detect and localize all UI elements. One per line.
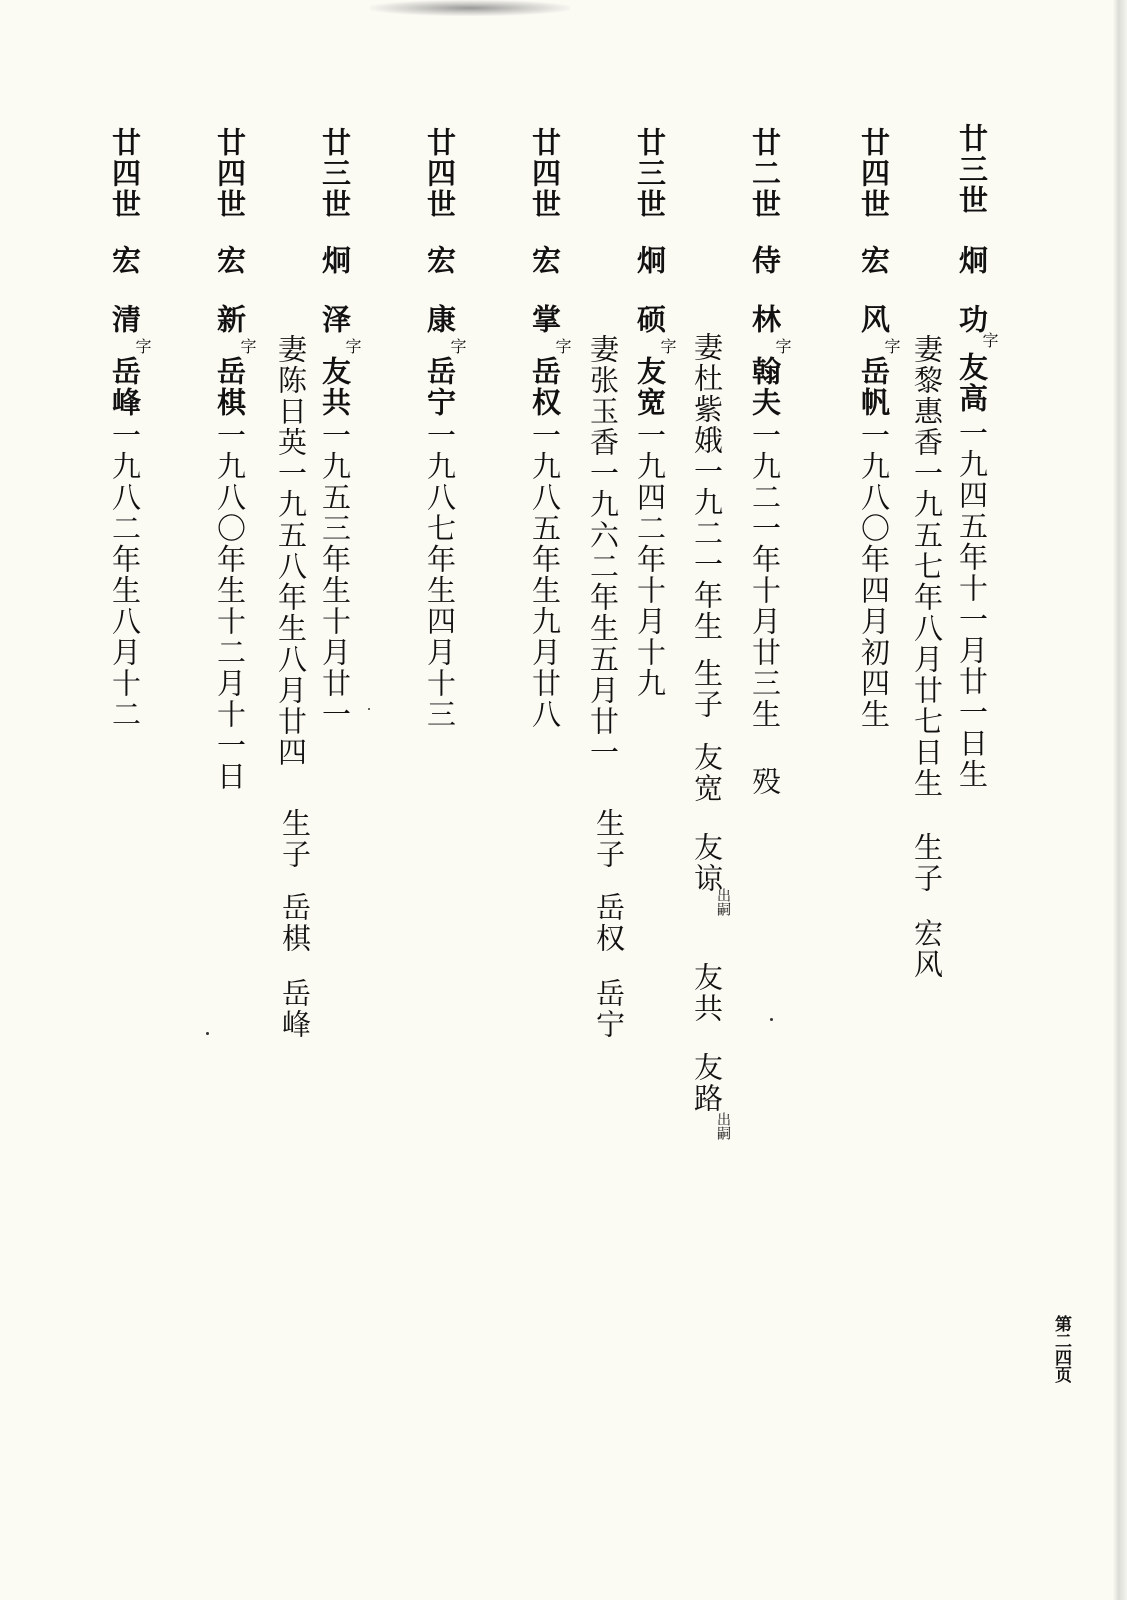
wife-entry-4: 妻张玉香一九六二年生五月廿一 bbox=[586, 334, 620, 768]
given-name: 康 bbox=[423, 304, 457, 335]
child-name: 岳棋 bbox=[278, 892, 312, 954]
generation-char: 炯 bbox=[318, 245, 352, 276]
children-label-7: 生子 bbox=[278, 808, 312, 870]
generation-char: 宏 bbox=[857, 245, 891, 276]
given-name: 风 bbox=[857, 304, 891, 335]
generation-label: 廿三世 bbox=[318, 127, 352, 220]
zi-marker: 字 bbox=[238, 338, 257, 354]
birth-date: 一九四二年十月十九 bbox=[633, 420, 667, 699]
courtesy-name: 友高 bbox=[955, 352, 989, 414]
courtesy-name: 岳权 bbox=[528, 356, 562, 418]
generation-label: 廿二世 bbox=[748, 127, 782, 220]
child-name: 友路 bbox=[690, 1052, 724, 1114]
entry-4-youkuan bbox=[620, 0, 680, 1600]
birth-date: 一九五三年生十月廿一 bbox=[318, 420, 352, 730]
generation-label: 廿四世 bbox=[423, 127, 457, 220]
zi-marker: 字 bbox=[773, 338, 792, 354]
entry-7-yougong bbox=[305, 0, 365, 1600]
generation-label: 廿四世 bbox=[528, 127, 562, 220]
zi-marker: 字 bbox=[658, 338, 677, 354]
birth-date: 一九二一年十月廿三生 bbox=[748, 420, 782, 730]
generation-char: 侍 bbox=[748, 245, 782, 276]
wife-entry-7: 妻陈日英一九五八年生八月廿四 bbox=[274, 334, 308, 768]
given-name: 清 bbox=[108, 304, 142, 335]
courtesy-name: 岳棋 bbox=[213, 356, 247, 418]
child-name: 岳峰 bbox=[278, 978, 312, 1040]
zi-marker: 字 bbox=[980, 332, 999, 348]
page-edge-shadow bbox=[1113, 0, 1127, 1600]
generation-label: 廿三世 bbox=[633, 127, 667, 220]
child-name: 友宽 bbox=[690, 742, 724, 804]
generation-label: 廿四世 bbox=[213, 127, 247, 220]
generation-char: 宏 bbox=[213, 245, 247, 276]
entry-9-yuefeng bbox=[95, 0, 155, 1600]
courtesy-name: 岳峰 bbox=[108, 356, 142, 418]
generation-char: 炯 bbox=[955, 245, 989, 276]
generation-label: 廿三世 bbox=[955, 123, 989, 216]
generation-char: 宏 bbox=[423, 245, 457, 276]
zi-marker: 字 bbox=[882, 338, 901, 354]
generation-char: 宏 bbox=[108, 245, 142, 276]
entry-2-hongfeng bbox=[845, 0, 905, 1600]
entry-5-yuequan bbox=[515, 0, 575, 1600]
courtesy-name: 翰夫 bbox=[748, 356, 782, 418]
entry-6-yuening bbox=[410, 0, 470, 1600]
entry-8-yueqi bbox=[200, 0, 260, 1600]
children-label-4: 生子 bbox=[592, 808, 626, 870]
children-label-1: 生子 bbox=[910, 832, 944, 894]
birth-date: 一九八〇年生十二月十一日 bbox=[213, 420, 247, 792]
wife-entry-1: 妻黎惠香一九五七年八月廿七日生 bbox=[910, 334, 944, 799]
adoption-note: 出嗣 bbox=[715, 1112, 731, 1140]
zi-marker: 字 bbox=[133, 338, 152, 354]
birth-date: 一九八五年生九月廿八 bbox=[528, 420, 562, 730]
children-label-3: 生子 bbox=[690, 658, 724, 720]
generation-char: 炯 bbox=[633, 245, 667, 276]
child-name: 友共 bbox=[690, 962, 724, 1024]
zi-marker: 字 bbox=[448, 338, 467, 354]
generation-char: 宏 bbox=[528, 245, 562, 276]
zi-marker: 字 bbox=[343, 338, 362, 354]
birth-date: 一九四五年十一月廿一日生 bbox=[955, 418, 989, 790]
courtesy-name: 岳宁 bbox=[423, 356, 457, 418]
given-name: 林 bbox=[748, 304, 782, 335]
adoption-note: 出嗣 bbox=[715, 888, 731, 916]
children-1: 宏风 bbox=[910, 918, 944, 980]
scan-speck bbox=[368, 708, 370, 710]
scan-speck bbox=[770, 1018, 773, 1021]
entry-1-hongfeng-father bbox=[945, 0, 1005, 1600]
given-name: 新 bbox=[213, 304, 247, 335]
generation-label: 廿四世 bbox=[108, 127, 142, 220]
given-name: 硕 bbox=[633, 304, 667, 335]
page-number: 第二四页 bbox=[1051, 1315, 1071, 1383]
courtesy-name: 友共 bbox=[318, 356, 352, 418]
given-name: 掌 bbox=[528, 304, 562, 335]
given-name: 功 bbox=[955, 304, 989, 335]
wife-entry-3: 妻杜紫娥一九二一年生 bbox=[690, 332, 724, 642]
birth-date: 一九八七年生四月十三 bbox=[423, 420, 457, 730]
scan-speck bbox=[206, 1032, 209, 1035]
child-name: 友谅 bbox=[690, 832, 724, 894]
death-note: 殁 bbox=[748, 766, 782, 797]
zi-marker: 字 bbox=[553, 338, 572, 354]
courtesy-name: 岳帆 bbox=[857, 356, 891, 418]
child-name: 岳宁 bbox=[592, 978, 626, 1040]
birth-date: 一九八〇年四月初四生 bbox=[857, 420, 891, 730]
given-name: 泽 bbox=[318, 304, 352, 335]
entry-3-hanfu bbox=[735, 0, 795, 1600]
child-name: 岳权 bbox=[592, 892, 626, 954]
birth-date: 一九八二年生八月十二 bbox=[108, 420, 142, 730]
generation-label: 廿四世 bbox=[857, 127, 891, 220]
courtesy-name: 友宽 bbox=[633, 356, 667, 418]
